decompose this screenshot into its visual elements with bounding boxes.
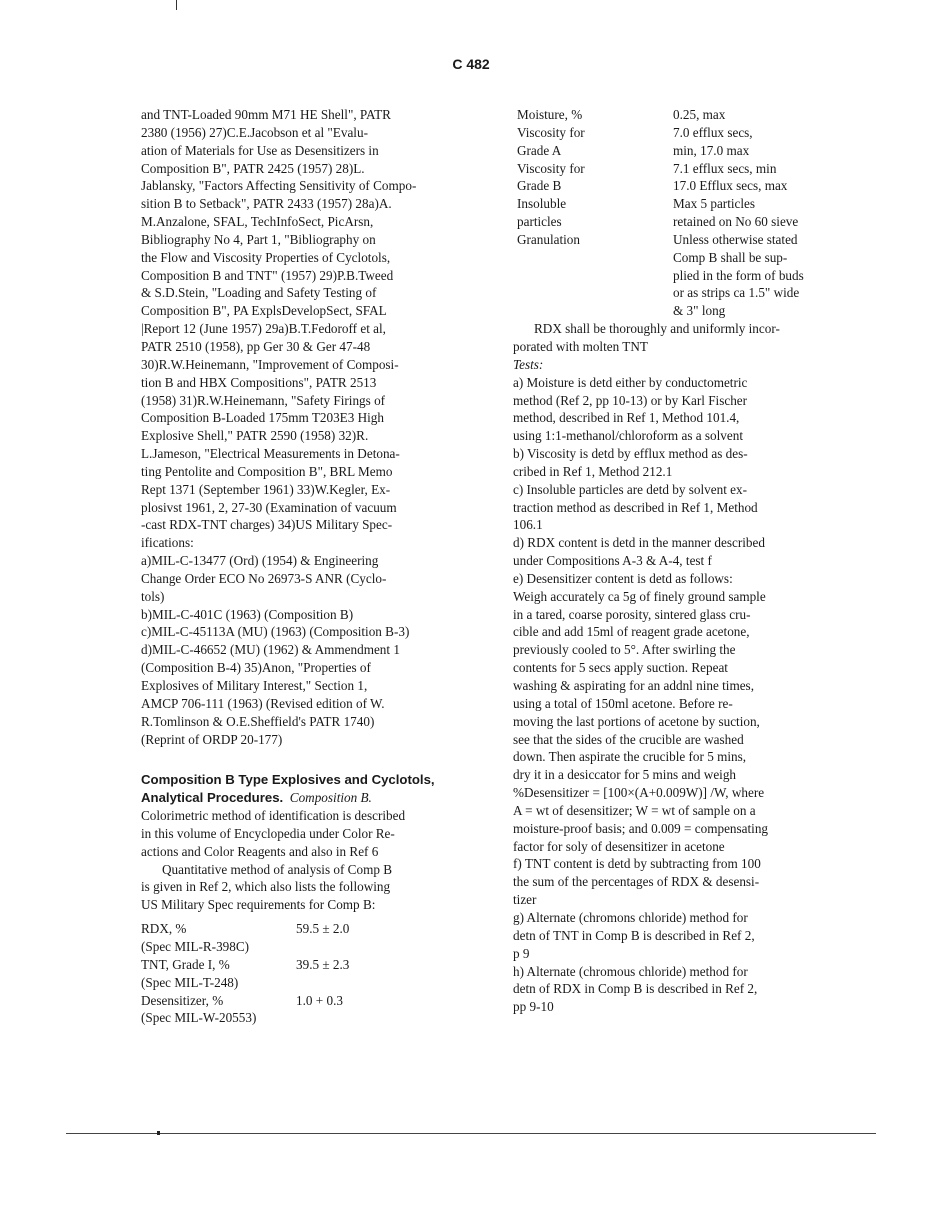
spec-value: 59.5 ± 2.0 bbox=[296, 921, 350, 937]
reference-line: c)MIL-C-45113A (MU) (1963) (Composition B-3) bbox=[141, 624, 410, 640]
reference-line: 2380 (1956) 27)C.E.Jacobson et al "Evalu- bbox=[141, 124, 368, 140]
text-line: RDX shall be thoroughly and uniformly incor- bbox=[534, 321, 780, 337]
property-value: Max 5 particles bbox=[673, 196, 756, 212]
reference-line: tols) bbox=[141, 588, 165, 604]
property-name bbox=[513, 249, 673, 267]
test-line: see that the sides of the crucible are washed bbox=[513, 731, 744, 747]
reference-line: Explosives of Military Interest," Section 1, bbox=[141, 678, 368, 693]
property-value: & 3" long bbox=[673, 303, 726, 319]
test-line: using 1:1-methanol/chloroform as a solvent bbox=[513, 428, 744, 444]
property-value: plied in the form of buds bbox=[673, 267, 804, 283]
reference-line: 30)R.W.Heinemann, "Improvement of Composi- bbox=[141, 356, 399, 372]
reference-line: -cast RDX-TNT charges) 34)US Military Spec- bbox=[141, 517, 393, 533]
property-row bbox=[513, 177, 845, 195]
spec-reference: (Spec MIL-R-398C) bbox=[141, 938, 250, 954]
property-row bbox=[513, 267, 845, 285]
property-row bbox=[513, 160, 845, 178]
reference-line: Composition B-Loaded 175mm T203E3 High bbox=[141, 410, 384, 426]
tests-block bbox=[513, 374, 845, 1016]
test-line: contents for 5 secs apply suction. Repeat bbox=[513, 660, 728, 676]
test-line: traction method as described in Ref 1, Method bbox=[513, 499, 758, 515]
reference-line: AMCP 706-111 (1963) (Revised edition of W. bbox=[141, 695, 385, 711]
spec-row bbox=[141, 920, 509, 938]
property-value: 7.0 efflux secs, bbox=[673, 124, 753, 140]
test-line: cible and add 15ml of reagent grade acetone, bbox=[513, 624, 750, 640]
test-line: washing & aspirating for an addnl nine times, bbox=[513, 678, 754, 693]
test-line: a) Moisture is detd either by conductometric bbox=[513, 374, 748, 390]
test-line: tizer bbox=[513, 892, 537, 908]
spec-name: TNT, Grade I, % bbox=[141, 956, 230, 972]
test-line: A = wt of desensitizer; W = wt of sample on a bbox=[513, 802, 756, 818]
reference-line: the Flow and Viscosity Properties of Cyclotols, bbox=[141, 249, 391, 265]
test-line: method (Ref 2, pp 10-13) or by Karl Fischer bbox=[513, 392, 748, 408]
reference-line: Rept 1371 (September 1961) 33)W.Kegler, Ex- bbox=[141, 481, 391, 497]
test-line: Weigh accurately ca 5g of finely ground sample bbox=[513, 588, 766, 604]
property-value: 0.25, max bbox=[673, 107, 726, 122]
test-line: in a tared, coarse porosity, sintered glass cru- bbox=[513, 606, 751, 622]
reference-line: b)MIL-C-401C (1963) (Composition B) bbox=[141, 606, 354, 622]
property-name bbox=[513, 284, 673, 302]
test-line: cribed in Ref 1, Method 212.1 bbox=[513, 463, 673, 479]
property-value: or as strips ca 1.5" wide bbox=[673, 285, 800, 301]
property-name: Grade A bbox=[517, 142, 562, 158]
section-heading bbox=[141, 771, 509, 789]
property-row bbox=[513, 195, 845, 213]
property-row bbox=[513, 213, 845, 231]
scan-mark bbox=[176, 0, 177, 10]
property-value: Unless otherwise stated bbox=[673, 231, 798, 247]
spec-reference: (Spec MIL-T-248) bbox=[141, 974, 239, 990]
reference-line: Composition B", PATR 2425 (1957) 28)L. bbox=[141, 160, 365, 176]
property-value: Comp B shall be sup- bbox=[673, 249, 788, 265]
text-line: actions and Color Reagents and also in Ref 6 bbox=[141, 843, 379, 859]
section-heading-row-2 bbox=[141, 789, 509, 807]
rdx-paragraph bbox=[513, 320, 845, 356]
property-row bbox=[513, 142, 845, 160]
spec-row bbox=[141, 992, 509, 1010]
property-row bbox=[513, 106, 845, 124]
text-line: Colorimetric method of identification is described bbox=[141, 808, 406, 824]
reference-line: Bibliography No 4, Part 1, "Bibliography on bbox=[141, 231, 376, 247]
section-heading-line-2: Analytical Procedures. bbox=[141, 790, 284, 806]
spec-name: RDX, % bbox=[141, 921, 187, 937]
reference-line: & S.D.Stein, "Loading and Safety Testing of bbox=[141, 285, 377, 301]
test-line: e) Desensitizer content is detd as follows: bbox=[513, 570, 733, 586]
quantitative-paragraph bbox=[141, 861, 509, 915]
reference-line: Composition B", PA ExplsDevelopSect, SFAL bbox=[141, 303, 387, 319]
test-line: 106.1 bbox=[513, 517, 543, 533]
property-value: retained on No 60 sieve bbox=[673, 214, 799, 230]
test-line: under Compositions A-3 & A-4, test f bbox=[513, 553, 712, 569]
property-name: Viscosity for bbox=[517, 160, 585, 176]
reference-line: sition B to Setback", PATR 2433 (1957) 28a)A. bbox=[141, 196, 392, 212]
test-line: down. Then aspirate the crucible for 5 mins, bbox=[513, 749, 747, 765]
text-line: US Military Spec requirements for Comp B: bbox=[141, 897, 376, 913]
tests-label: Tests: bbox=[513, 356, 544, 372]
property-row bbox=[513, 124, 845, 142]
reference-line: |Report 12 (June 1957) 29a)B.T.Fedoroff et al, bbox=[141, 321, 386, 337]
reference-line: (Reprint of ORDP 20-177) bbox=[141, 731, 283, 747]
reference-line: tion B and HBX Compositions", PATR 2513 bbox=[141, 374, 377, 390]
identification-paragraph bbox=[141, 807, 509, 861]
text-line: is given in Ref 2, which also lists the following bbox=[141, 879, 391, 895]
property-name: Grade B bbox=[517, 178, 562, 194]
reference-line: (1958) 31)R.W.Heinemann, "Safety Firings of bbox=[141, 392, 386, 408]
test-line: detn of TNT in Comp B is described in Ref 2, bbox=[513, 927, 755, 943]
reference-line: Composition B and TNT" (1957) 29)P.B.Tweed bbox=[141, 267, 394, 283]
property-value: 17.0 Efflux secs, max bbox=[673, 178, 788, 194]
test-line: c) Insoluble particles are detd by solvent ex- bbox=[513, 481, 747, 497]
reference-line: Jablansky, "Factors Affecting Sensitivity of Compo- bbox=[141, 178, 417, 194]
test-line: h) Alternate (chromous chloride) method for bbox=[513, 963, 748, 979]
references-block bbox=[141, 106, 509, 748]
spec-value: 1.0 + 0.3 bbox=[296, 992, 343, 1008]
scan-mark-dot bbox=[157, 1131, 160, 1135]
page-number: C 482 bbox=[452, 56, 490, 72]
reference-line: (Composition B-4) 35)Anon, "Properties of bbox=[141, 660, 371, 676]
property-name bbox=[513, 302, 673, 320]
reference-line: ting Pentolite and Composition B", BRL Memo bbox=[141, 463, 393, 479]
property-row bbox=[513, 231, 845, 249]
test-line: moisture-proof basis; and 0.009 = compensating bbox=[513, 820, 769, 836]
reference-line: plosivst 1961, 2, 27-30 (Examination of vacuum bbox=[141, 499, 397, 515]
left-column bbox=[141, 106, 509, 1027]
test-line: p 9 bbox=[513, 945, 530, 961]
spec-name: Desensitizer, % bbox=[141, 992, 224, 1008]
test-line: d) RDX content is detd in the manner described bbox=[513, 535, 765, 551]
section-heading-line-1: Composition B Type Explosives and Cyclotols, bbox=[141, 772, 435, 788]
test-line: f) TNT content is detd by subtracting from 100 bbox=[513, 856, 761, 872]
test-line: method, described in Ref 1, Method 101.4, bbox=[513, 410, 740, 426]
test-line: detn of RDX in Comp B is described in Ref 2, bbox=[513, 981, 758, 997]
text-line: Quantitative method of analysis of Comp B bbox=[162, 861, 393, 877]
text-line: porated with molten TNT bbox=[513, 338, 648, 354]
reference-line: Explosive Shell," PATR 2590 (1958) 32)R. bbox=[141, 428, 369, 444]
text-line: in this volume of Encyclopedia under Color Re- bbox=[141, 825, 395, 841]
reference-line: M.Anzalone, SFAL, TechInfoSect, PicArsn, bbox=[141, 214, 374, 230]
property-name: particles bbox=[517, 214, 562, 230]
property-value: min, 17.0 max bbox=[673, 142, 750, 158]
property-name: Insoluble bbox=[517, 196, 567, 212]
reference-line: ifications: bbox=[141, 535, 194, 551]
reference-line: L.Jameson, "Electrical Measurements in Detona- bbox=[141, 446, 400, 462]
right-column bbox=[513, 106, 845, 1016]
property-name: Viscosity for bbox=[517, 124, 585, 140]
property-row bbox=[513, 249, 845, 267]
reference-line: R.Tomlinson & O.E.Sheffield's PATR 1740) bbox=[141, 713, 375, 729]
reference-line: and TNT-Loaded 90mm M71 HE Shell", PATR bbox=[141, 107, 391, 122]
test-line: using a total of 150ml acetone. Before re- bbox=[513, 695, 733, 711]
test-line: pp 9-10 bbox=[513, 999, 554, 1015]
property-row bbox=[513, 302, 845, 320]
spec-table bbox=[141, 920, 509, 1027]
test-line: g) Alternate (chromons chloride) method for bbox=[513, 909, 748, 925]
reference-line: ation of Materials for Use as Desensitizers in bbox=[141, 142, 379, 158]
reference-line: PATR 2510 (1958), pp Ger 30 & Ger 47-48 bbox=[141, 338, 371, 354]
property-name: Moisture, % bbox=[517, 107, 583, 122]
test-line: factor for soly of desensitizer in acetone bbox=[513, 838, 725, 854]
test-line: moving the last portions of acetone by suction, bbox=[513, 713, 760, 729]
property-row bbox=[513, 284, 845, 302]
section-heading-italic: Composition B. bbox=[289, 790, 372, 806]
footer-rule bbox=[66, 1133, 876, 1134]
property-table bbox=[513, 106, 845, 320]
test-line: dry it in a desiccator for 5 mins and weigh bbox=[513, 767, 737, 783]
spec-value: 39.5 ± 2.3 bbox=[296, 956, 350, 972]
property-name: Granulation bbox=[517, 231, 580, 247]
test-line: the sum of the percentages of RDX & desensi- bbox=[513, 874, 760, 890]
spec-reference: (Spec MIL-W-20553) bbox=[141, 1010, 257, 1026]
spec-row bbox=[141, 956, 509, 974]
test-line: %Desensitizer = [100×(A+0.009W)] /W, where bbox=[513, 785, 765, 801]
test-line: previously cooled to 5°. After swirling the bbox=[513, 642, 736, 658]
test-line: b) Viscosity is detd by efflux method as des- bbox=[513, 446, 748, 462]
reference-line: d)MIL-C-46652 (MU) (1962) & Ammendment 1 bbox=[141, 642, 400, 658]
reference-line: Change Order ECO No 26973-S ANR (Cyclo- bbox=[141, 570, 387, 586]
reference-line: a)MIL-C-13477 (Ord) (1954) & Engineering bbox=[141, 553, 379, 569]
property-value: 7.1 efflux secs, min bbox=[673, 160, 777, 176]
property-name bbox=[513, 267, 673, 285]
